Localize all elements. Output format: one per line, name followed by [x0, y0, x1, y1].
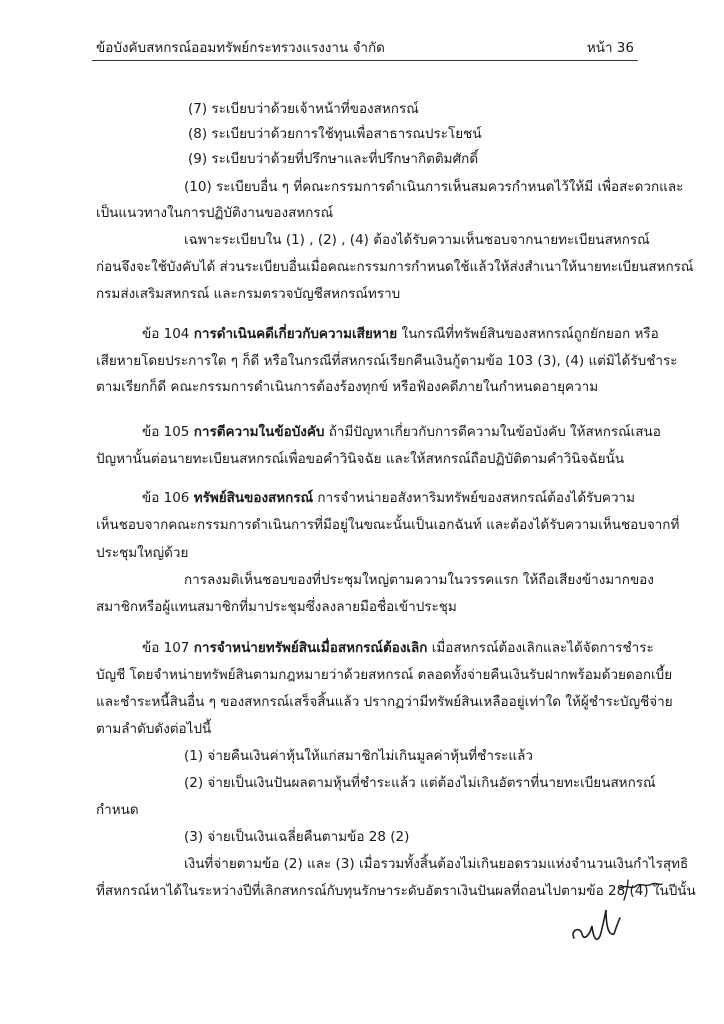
document-title: ข้อบังคับสหกรณ์ออมทรัพย์กระทรวงแรงงาน จำกัด	[96, 40, 385, 56]
clause-text: ในกรณีที่ทรัพย์สินของสหกรณ์ถูกยักยอก หรือ	[397, 326, 659, 342]
text-line: เห็นชอบจากคณะกรรมการดำเนินการที่มีอยู่ในขณะนั้นเป็นเอกฉันท์ และต้องได้รับความเห็นชอบจากที่	[96, 517, 680, 533]
clause-heading: การจำหน่ายทรัพย์สินเมื่อสหกรณ์ต้องเลิก	[193, 640, 428, 656]
text-line: ตามลำดับดังต่อไปนี้	[96, 721, 212, 737]
clause-104-line	[142, 325, 659, 343]
clause-number: ข้อ 107	[142, 640, 194, 656]
text-line: (10) ระเบียบอื่น ๆ ที่คณะกรรมการดำเนินการเห็นสมควรกำหนดไว้ให้มี เพื่อสะดวกและ	[184, 179, 684, 195]
text-line: บัญชี โดยจำหน่ายทรัพย์สินตามกฎหมายว่าด้วยสหกรณ์ ตลอดทั้งจ่ายคืนเงินรับฝากพร้อมด้วยดอกเบี้ย	[96, 667, 673, 683]
text-line: (1) จ่ายคืนเงินค่าหุ้นให้แก่สมาชิกไม่เกินมูลค่าหุ้นที่ชำระแล้ว	[184, 748, 533, 764]
text-line: ก่อนจึงจะใช้บังคับได้ ส่วนระเบียบอื่นเมื่อคณะกรรมการกำหนดใช้แล้วให้ส่งสำเนาให้นายทะเบียนสหกรณ์	[96, 259, 694, 275]
text-line: ประชุมใหญ่ด้วย	[96, 545, 189, 561]
text-line: (3) จ่ายเป็นเงินเฉลี่ยคืนตามข้อ 28 (2)	[184, 829, 410, 845]
clause-heading: การตีความในข้อบังคับ	[193, 424, 325, 440]
text-line: ตามเรียกก็ดี คณะกรรมการดำเนินการต้องร้องทุกข์ หรือฟ้องคดีภายในกำหนดอายุความ	[96, 379, 599, 395]
text-line: และชำระหนี้สินอื่น ๆ ของสหกรณ์เสร็จสิ้นแล้ว ปรากฏว่ามีทรัพย์สินเหลืออยู่เท่าใด ให้ผู้ชำระบัญชีจ่าย	[96, 694, 673, 710]
clause-heading: การดำเนินคดีเกี่ยวกับความเสียหาย	[193, 326, 398, 342]
text-line: (7) ระเบียบว่าด้วยเจ้าหน้าที่ของสหกรณ์	[188, 101, 419, 117]
text-line: (8) ระเบียบว่าด้วยการใช้ทุนเพื่อสาธารณประโยชน์	[188, 126, 482, 142]
text-line: การลงมติเห็นชอบของที่ประชุมใหญ่ตามความในวรรคแรก ให้ถือเสียงข้างมากของ	[184, 572, 654, 588]
header-rule	[92, 60, 638, 61]
text-line: เฉพาะระเบียบใน (1) , (2) , (4) ต้องได้รับความเห็นชอบจากนายทะเบียนสหกรณ์	[184, 232, 650, 248]
text-line: สมาชิกหรือผู้แทนสมาชิกที่มาประชุมซึ่งลงลายมือชื่อเข้าประชุม	[96, 599, 457, 615]
text-line: ที่สหกรณ์หาได้ในระหว่างปีที่เลิกสหกรณ์กับทุนรักษาระดับอัตราเงินปันผลที่ถอนไปตามข้อ 28 (4) ในปีนั้น	[96, 883, 696, 899]
text-line: เสียหายโดยประการใด ๆ ก็ดี หรือในกรณีที่สหกรณ์เรียกคืนเงินกู้ตามข้อ 103 (3), (4) แต่มิได้รับชำระ	[96, 353, 678, 369]
text-line: กรมส่งเสริมสหกรณ์ และกรมตรวจบัญชีสหกรณ์ทราบ	[96, 286, 401, 302]
text-line: ปัญหานั้นต่อนายทะเบียนสหกรณ์เพื่อขอคำวินิจฉัย และให้สหกรณ์ถือปฏิบัติตามคำวินิจฉัยนั้น	[96, 451, 625, 467]
clause-heading: ทรัพย์สินของสหกรณ์	[193, 490, 314, 506]
clause-text: การจำหน่ายอสังหาริมทรัพย์ของสหกรณ์ต้องได้รับความ	[313, 490, 636, 506]
page-number: หน้า 36	[586, 40, 634, 56]
text-line: (9) ระเบียบว่าด้วยที่ปรึกษาและที่ปรึกษากิตติมศักดิ์	[188, 151, 479, 167]
clause-number: ข้อ 106	[142, 490, 194, 506]
text-line: กำหนด	[96, 802, 139, 818]
clause-number: ข้อ 105	[142, 424, 194, 440]
clause-106-line	[142, 489, 635, 507]
handwritten-signature	[566, 876, 666, 956]
clause-107-line	[142, 639, 654, 657]
clause-number: ข้อ 104	[142, 326, 194, 342]
clause-105-line	[142, 423, 661, 441]
text-line: เงินที่จ่ายตามข้อ (2) และ (3) เมื่อรวมทั้งสิ้นต้องไม่เกินยอดรวมแห่งจำนวนเงินกำไรสุทธิ	[184, 856, 689, 872]
clause-text: ถ้ามีปัญหาเกี่ยวกับการตีความในข้อบังคับ ให้สหกรณ์เสนอ	[324, 424, 661, 440]
text-line: เป็นแนวทางในการปฏิบัติงานของสหกรณ์	[96, 205, 334, 221]
text-line: (2) จ่ายเป็นเงินปันผลตามหุ้นที่ชำระแล้ว แต่ต้องไม่เกินอัตราที่นายทะเบียนสหกรณ์	[184, 775, 656, 791]
clause-text: เมื่อสหกรณ์ต้องเลิกและได้จัดการชำระ	[427, 640, 654, 656]
